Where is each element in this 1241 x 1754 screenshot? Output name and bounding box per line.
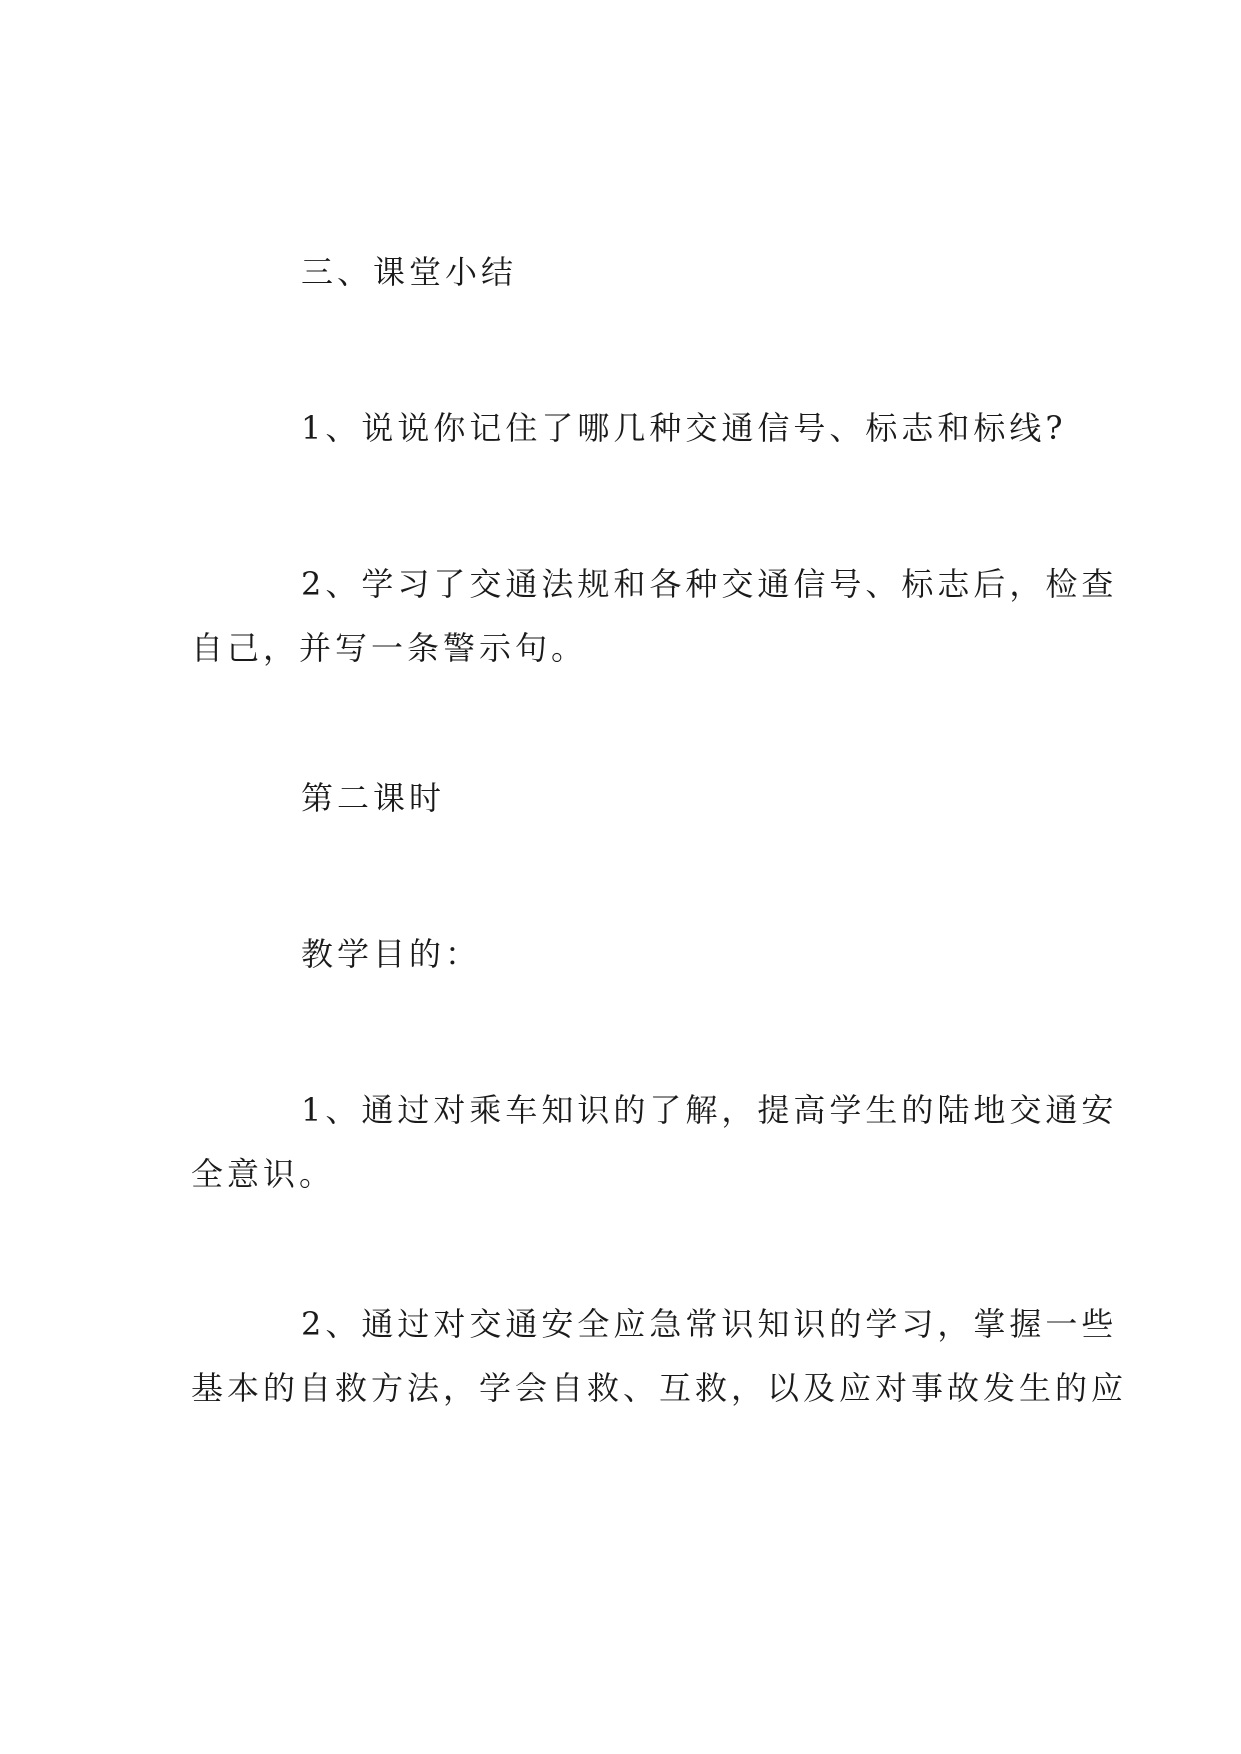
section-heading-summary	[191, 240, 1051, 304]
summary-item-1	[191, 396, 1067, 460]
paragraph-line: 1、说说你记住了哪几种交通信号、标志和标线?	[301, 409, 1067, 447]
paragraph-line: 自己，并写一条警示句。	[191, 629, 588, 667]
paragraph-line: 2、学习了交通法规和各种交通信号、标志后，检查	[301, 565, 1118, 603]
lesson-2-heading	[191, 766, 1051, 830]
paragraph-line: 2、通过对交通安全应急常识知识的学习，掌握一些	[301, 1305, 1118, 1343]
summary-item-2	[191, 552, 1118, 680]
objective-item-1	[191, 1078, 1118, 1206]
objectives-heading	[191, 922, 1051, 986]
heading-text: 教学目的：	[301, 935, 482, 973]
heading-text: 三、课堂小结	[301, 253, 518, 291]
paragraph-line: 1、通过对乘车知识的了解，提高学生的陆地交通安	[301, 1091, 1118, 1129]
objective-item-2	[191, 1292, 1128, 1420]
paragraph-line: 基本的自救方法，学会自救、互救，以及应对事故发生的应	[191, 1369, 1128, 1407]
heading-text: 第二课时	[301, 779, 446, 817]
paragraph-line: 全意识。	[191, 1155, 336, 1193]
